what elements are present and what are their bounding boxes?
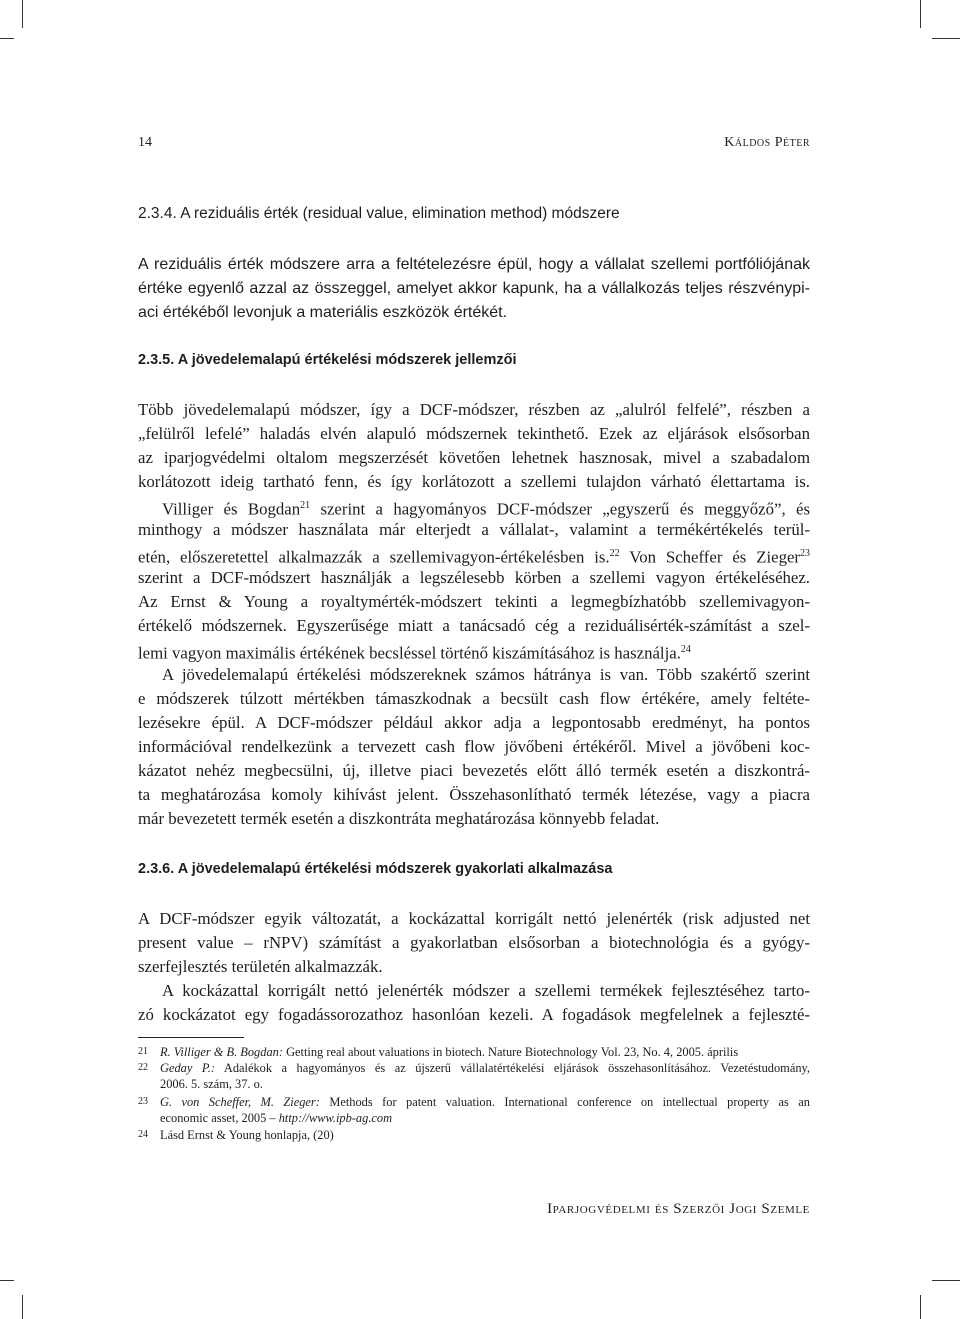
- paragraph-line: aci értékéből levonjuk a materiális eszközök értékét.: [138, 304, 508, 321]
- journal-title: Iparjogvédelmi és Szerzői Jogi Szemle: [547, 1201, 810, 1217]
- paragraph-line: lemi vagyon maximális értékének becsléssel történő kiszámításához is használja.$^{24}$: [138, 643, 691, 663]
- footnote-text: Lásd Ernst & Young honlapja, (20): [160, 1128, 334, 1142]
- crop-mark: [22, 1295, 23, 1319]
- crop-mark: [920, 1295, 921, 1319]
- paragraph-line: e módszerek túlzott mértékben támaszkodnak a becsült cash flow értékére, amely feltéte-: [138, 689, 810, 708]
- footnote-link[interactable]: http://www.ipb-ag.com: [278, 1111, 393, 1125]
- footnote-ref[interactable]: 21: [300, 500, 311, 511]
- section-heading-2-3-5: 2.3.5. A jövedelemalapú értékelési módszerek jellemzői: [138, 352, 517, 368]
- footnote-ref[interactable]: 22: [609, 548, 620, 559]
- paragraph-line: az iparjogvédelmi oltalom megszerzését követően lehetnek hasznosak, mivel a szabadalom: [138, 448, 810, 467]
- footnote-rule: [138, 1037, 244, 1038]
- paragraph-line: információval rendelkezünk a tervezett cash flow jövőbeni értékéről. Mivel a jövőbeni koc-: [138, 737, 810, 756]
- section-heading-2-3-4: 2.3.4. A reziduális érték (residual value, elimination method) módszere: [138, 205, 620, 222]
- paragraph-line: zó kockázatot egy fogadássorozathoz hasonlóan kezeli. A fogadások megfelelnek a fejleszté-: [138, 1005, 810, 1024]
- paragraph-line: present value – rNPV) számítást a gyakorlatban elsősorban a biotechnológia és a gyógy-: [138, 933, 810, 952]
- paragraph-line: értékelő módszernek. Egyszerűsége miatt a tanácsadó cég a reziduálisérték-számítást a szel-: [138, 616, 810, 635]
- crop-mark: [0, 1280, 14, 1281]
- paragraph-line: lezésekre épül. A DCF-módszer például akkor adja a legpontosabb eredményt, ha pontos: [138, 713, 810, 732]
- paragraph-line: szerfejlesztés területén alkalmazzák.: [138, 957, 383, 976]
- paragraph-line: korlátozott ideig tartható fenn, és így korlátozott a szellemi tulajdon várható élettartama is.: [138, 472, 810, 491]
- crop-mark: [0, 38, 14, 39]
- paragraph-line: A DCF-módszer egyik változatát, a kockázattal korrigált nettó jelenérték (risk adjusted net: [138, 909, 810, 928]
- running-author: Káldos Péter: [724, 135, 810, 150]
- footnote-number: 22: [138, 1062, 148, 1073]
- footnote-text: R. Villiger & B. Bogdan: Getting real about valuations in biotech. Nature Biotechnology Vol. 23, No. 4, 2005. április: [160, 1045, 739, 1059]
- paragraph-line: ta meghatározása komoly kihívást jelent. Összehasonlítható termék létezése, vagy a piacra: [138, 785, 810, 804]
- paragraph-line: A kockázattal korrigált nettó jelenérték módszer a szellemi termékek fejlesztéséhez tarto-: [162, 981, 810, 1000]
- crop-mark: [932, 1280, 960, 1281]
- footnote-text: Geday P.: Adalékok a hagyományos és az újszerű vállalatértékelési eljárások összehasonlításához. Vezetéstudomány,: [160, 1061, 810, 1075]
- paragraph-line: már bevezetett termék esetén a diszkontráta meghatározása könnyebb feladat.: [138, 809, 660, 828]
- paragraph-line: Villiger és Bogdan$^{21}$ szerint a hagyományos DCF-módszer „egyszerű és meggyőző”, és: [162, 499, 810, 519]
- paragraph-line: Az Ernst & Young a royaltymérték-módszert tekinti a legmegbízhatóbb szellemivagyon-: [138, 592, 810, 611]
- footnote-number: 21: [138, 1046, 148, 1057]
- paragraph-line: szerint a DCF-módszert használják a legszélesebb körben a szellemi vagyon értékeléséhez.: [138, 568, 810, 587]
- footnote-text: G. von Scheffer, M. Zieger: Methods for patent valuation. International conference on intellectual property as an: [160, 1095, 811, 1109]
- paragraph-line: A jövedelemalapú értékelési módszereknek számos hátránya is van. Több szakértő szerint: [162, 665, 810, 684]
- footnote-number: 24: [138, 1129, 148, 1140]
- crop-mark: [920, 0, 921, 28]
- paragraph-line: értéke egyenlő azzal az összeggel, amelyet akkor kapunk, ha a vállalkozás teljes részvénypi-: [138, 280, 810, 297]
- crop-mark: [932, 38, 960, 39]
- paragraph-line: kázatot nehéz megbecsülni, új, illetve piaci bevezetés előtt álló termék esetén a diszkontrá-: [138, 761, 810, 780]
- paragraph-line: Több jövedelemalapú módszer, így a DCF-módszer, részben az „alulról felfelé”, részben a: [138, 400, 810, 419]
- crop-mark: [22, 0, 23, 28]
- footnote-number: 23: [138, 1096, 148, 1107]
- paragraph-line: A reziduális érték módszere arra a feltételezésre épül, hogy a vállalat szellemi portfóliójának: [138, 256, 810, 273]
- paragraph-line: etén, előszeretettel alkalmazzák a szellemivagyon-értékelésben is.$^{22}$ Von Scheffer és Zieger$^{23}$: [138, 547, 810, 567]
- paragraph-line: minthogy a módszer használata már elterjedt a vállalat-, valamint a termékértékelés terül-: [138, 520, 810, 539]
- page-number: 14: [138, 135, 152, 150]
- paragraph-line: „felülről lefelé” haladás elvén alapuló módszernek tekinthető. Ezek az eljárások elsősorban: [138, 424, 810, 443]
- footnote-ref[interactable]: 24: [680, 644, 691, 655]
- footnote-ref[interactable]: 23: [800, 548, 810, 559]
- section-heading-2-3-6: 2.3.6. A jövedelemalapú értékelési módszerek gyakorlati alkalmazása: [138, 861, 613, 877]
